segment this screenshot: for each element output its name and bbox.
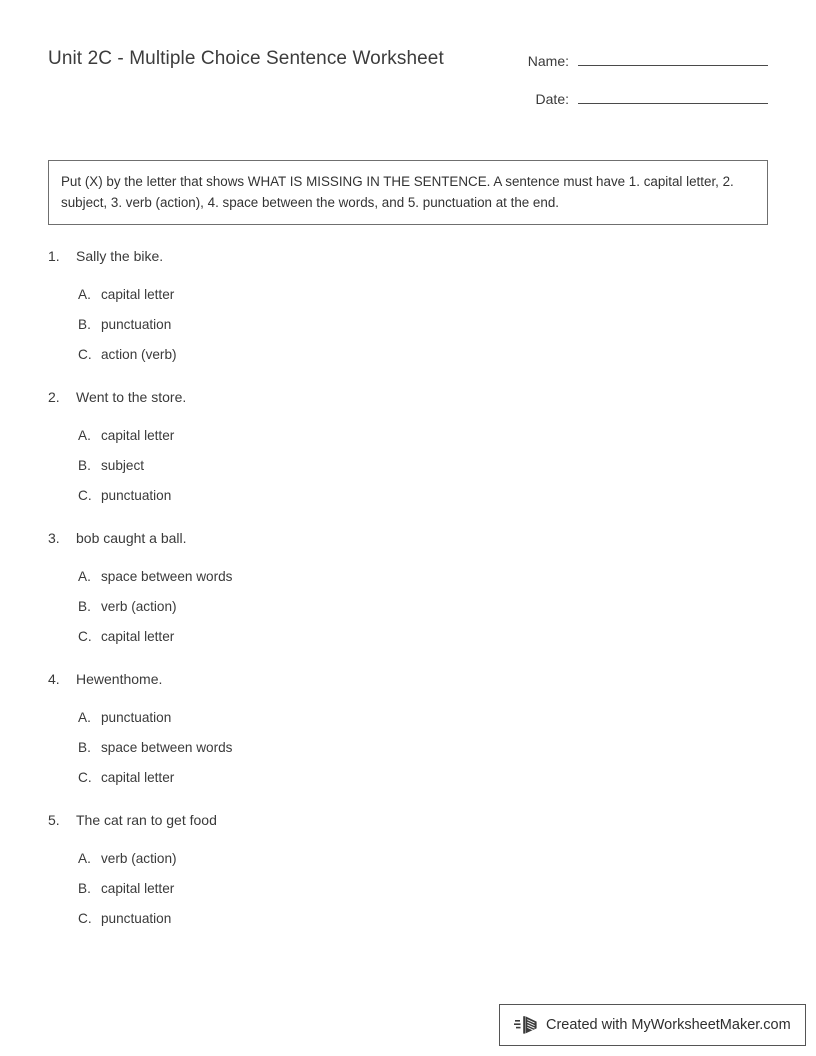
worksheet-header	[48, 46, 768, 126]
answer-option[interactable]	[48, 909, 768, 929]
question-block	[48, 387, 768, 506]
answer-option[interactable]	[48, 627, 768, 647]
option-letter: A.	[78, 428, 91, 443]
questions-list	[48, 246, 768, 951]
student-info-fields	[523, 50, 768, 126]
answer-option[interactable]	[48, 738, 768, 758]
date-field-input[interactable]	[578, 88, 768, 104]
answer-option[interactable]	[48, 768, 768, 788]
question-block	[48, 528, 768, 647]
question-number: 2.	[48, 389, 60, 405]
name-field-input[interactable]	[578, 50, 768, 66]
answer-option[interactable]	[48, 567, 768, 587]
question-prompt-row	[48, 246, 768, 266]
option-text: punctuation	[101, 911, 172, 926]
option-text: space between words	[101, 569, 233, 584]
option-text: subject	[101, 458, 145, 473]
option-text: verb (action)	[101, 599, 177, 614]
option-letter: A.	[78, 710, 91, 725]
option-text: capital letter	[101, 428, 175, 443]
option-text: capital letter	[101, 629, 175, 644]
option-letter: C.	[78, 629, 92, 644]
answer-option[interactable]	[48, 315, 768, 335]
question-prompt-row	[48, 669, 768, 689]
option-text: capital letter	[101, 770, 175, 785]
instructions-box: Put (X) by the letter that shows WHAT IS MISSING IN THE SENTENCE. A sentence must have 1. capital letter, 2. subject, 3. verb (action), 4. space between the words, and 5. punctuation at the end.	[48, 160, 768, 225]
question-text: bob caught a ball.	[76, 530, 187, 546]
answer-option[interactable]	[48, 849, 768, 869]
answer-option[interactable]	[48, 597, 768, 617]
question-number: 5.	[48, 812, 60, 828]
answer-option[interactable]	[48, 708, 768, 728]
name-field-label: Name:	[527, 53, 569, 69]
option-letter: B.	[78, 740, 91, 755]
option-letter: C.	[78, 911, 92, 926]
option-text: space between words	[101, 740, 233, 755]
question-block	[48, 810, 768, 929]
option-letter: B.	[78, 458, 91, 473]
name-field-row	[523, 50, 768, 88]
question-text: Sally the bike.	[76, 248, 164, 264]
option-letter: B.	[78, 599, 91, 614]
question-prompt-row	[48, 387, 768, 407]
question-text: Went to the store.	[76, 389, 187, 405]
answer-option[interactable]	[48, 345, 768, 365]
option-text: punctuation	[101, 317, 172, 332]
question-text: The cat ran to get food	[76, 812, 217, 828]
option-letter: A.	[78, 851, 91, 866]
option-text: punctuation	[101, 488, 172, 503]
question-number: 1.	[48, 248, 60, 264]
answer-option[interactable]	[48, 426, 768, 446]
option-letter: A.	[78, 569, 91, 584]
question-number: 3.	[48, 530, 60, 546]
question-block	[48, 669, 768, 788]
question-prompt-row	[48, 810, 768, 830]
option-text: action (verb)	[101, 347, 177, 362]
option-text: capital letter	[101, 287, 175, 302]
worksheet-maker-badge-text: Created with MyWorksheetMaker.com	[546, 1017, 791, 1033]
date-field-row	[523, 88, 768, 126]
page-title: Unit 2C - Multiple Choice Sentence Worksheet	[48, 48, 444, 69]
option-letter: C.	[78, 488, 92, 503]
option-letter: B.	[78, 317, 91, 332]
option-text: punctuation	[101, 710, 172, 725]
option-letter: B.	[78, 881, 91, 896]
worksheet-maker-logo-icon	[514, 1013, 540, 1037]
answer-option[interactable]	[48, 456, 768, 476]
question-text: Hewenthome.	[76, 671, 163, 687]
option-letter: C.	[78, 347, 92, 362]
answer-option[interactable]	[48, 285, 768, 305]
option-letter: C.	[78, 770, 92, 785]
answer-option[interactable]	[48, 486, 768, 506]
question-prompt-row	[48, 528, 768, 548]
option-text: capital letter	[101, 881, 175, 896]
option-text: verb (action)	[101, 851, 177, 866]
date-field-label: Date:	[535, 91, 569, 107]
answer-option[interactable]	[48, 879, 768, 899]
worksheet-maker-badge[interactable]	[499, 1004, 806, 1046]
option-letter: A.	[78, 287, 91, 302]
question-number: 4.	[48, 671, 60, 687]
question-block	[48, 246, 768, 365]
